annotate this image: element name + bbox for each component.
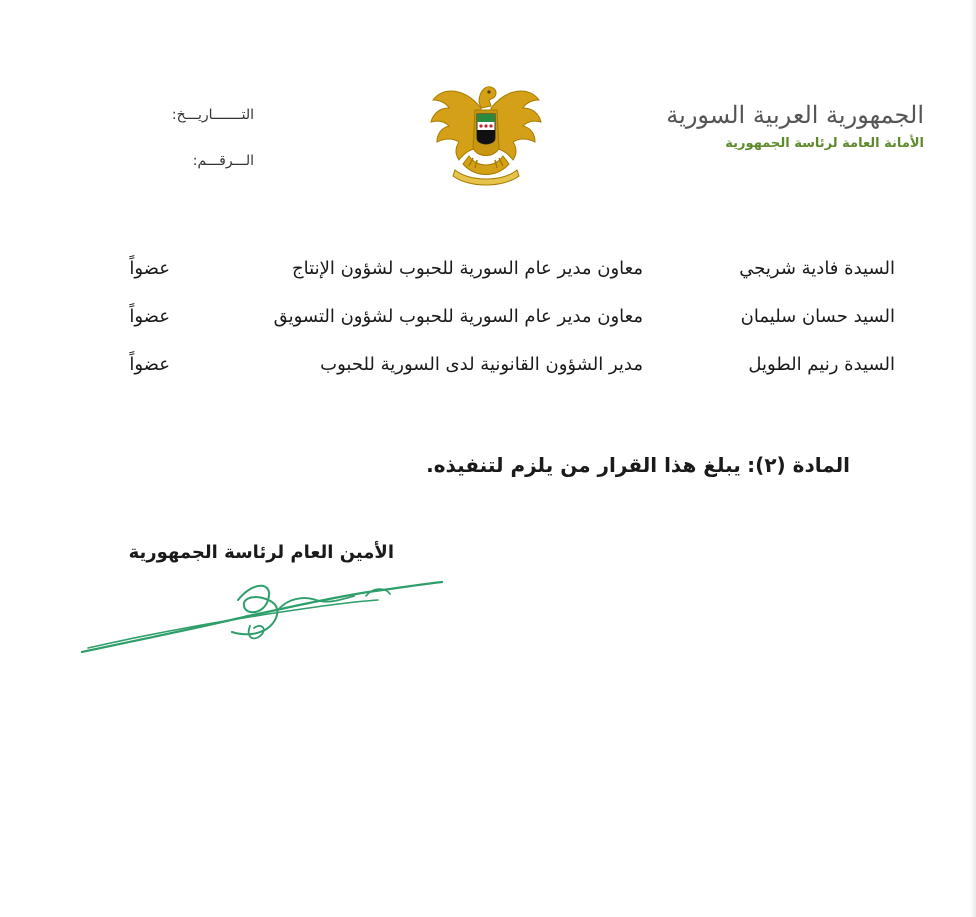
- member-position: معاون مدير عام السورية للحبوب لشؤون الإنتاج: [292, 258, 643, 279]
- issuing-authority: [666, 100, 924, 151]
- article-paragraph: [370, 450, 850, 480]
- authority-name: الجمهورية العربية السورية: [666, 101, 924, 129]
- handwritten-signature-icon: [78, 570, 448, 660]
- signatory-title: الأمين العام لرئاسة الجمهورية: [128, 542, 394, 563]
- member-position: مدير الشؤون القانونية لدى السورية للحبوب: [320, 354, 643, 375]
- article-label: المادة (٢):: [747, 453, 850, 477]
- member-name: السيد حسان سليمان: [740, 306, 895, 327]
- article-text: يبلغ هذا القرار من يلزم لتنفيذه.: [426, 453, 741, 477]
- syrian-eagle-emblem-icon: [425, 78, 547, 188]
- authority-subtitle: الأمانة العامة لرئاسة الجمهورية: [725, 136, 924, 151]
- member-name: السيدة رنيم الطويل: [748, 354, 895, 375]
- member-row: [110, 350, 895, 398]
- member-position: معاون مدير عام السورية للحبوب لشؤون التسويق: [273, 306, 643, 327]
- date-label: التـــــــاريـــخ:: [171, 107, 254, 123]
- members-list: [110, 254, 895, 398]
- member-row: [110, 254, 895, 302]
- member-name: السيدة فادية شريجي: [739, 258, 895, 279]
- reference-block: [144, 104, 254, 196]
- member-row: [110, 302, 895, 350]
- member-role: عضواً: [129, 306, 170, 327]
- page-edge-shadow: [970, 0, 976, 917]
- number-label: الـــرقـــم:: [192, 153, 254, 169]
- member-role: عضواً: [129, 354, 170, 375]
- member-role: عضواً: [129, 258, 170, 279]
